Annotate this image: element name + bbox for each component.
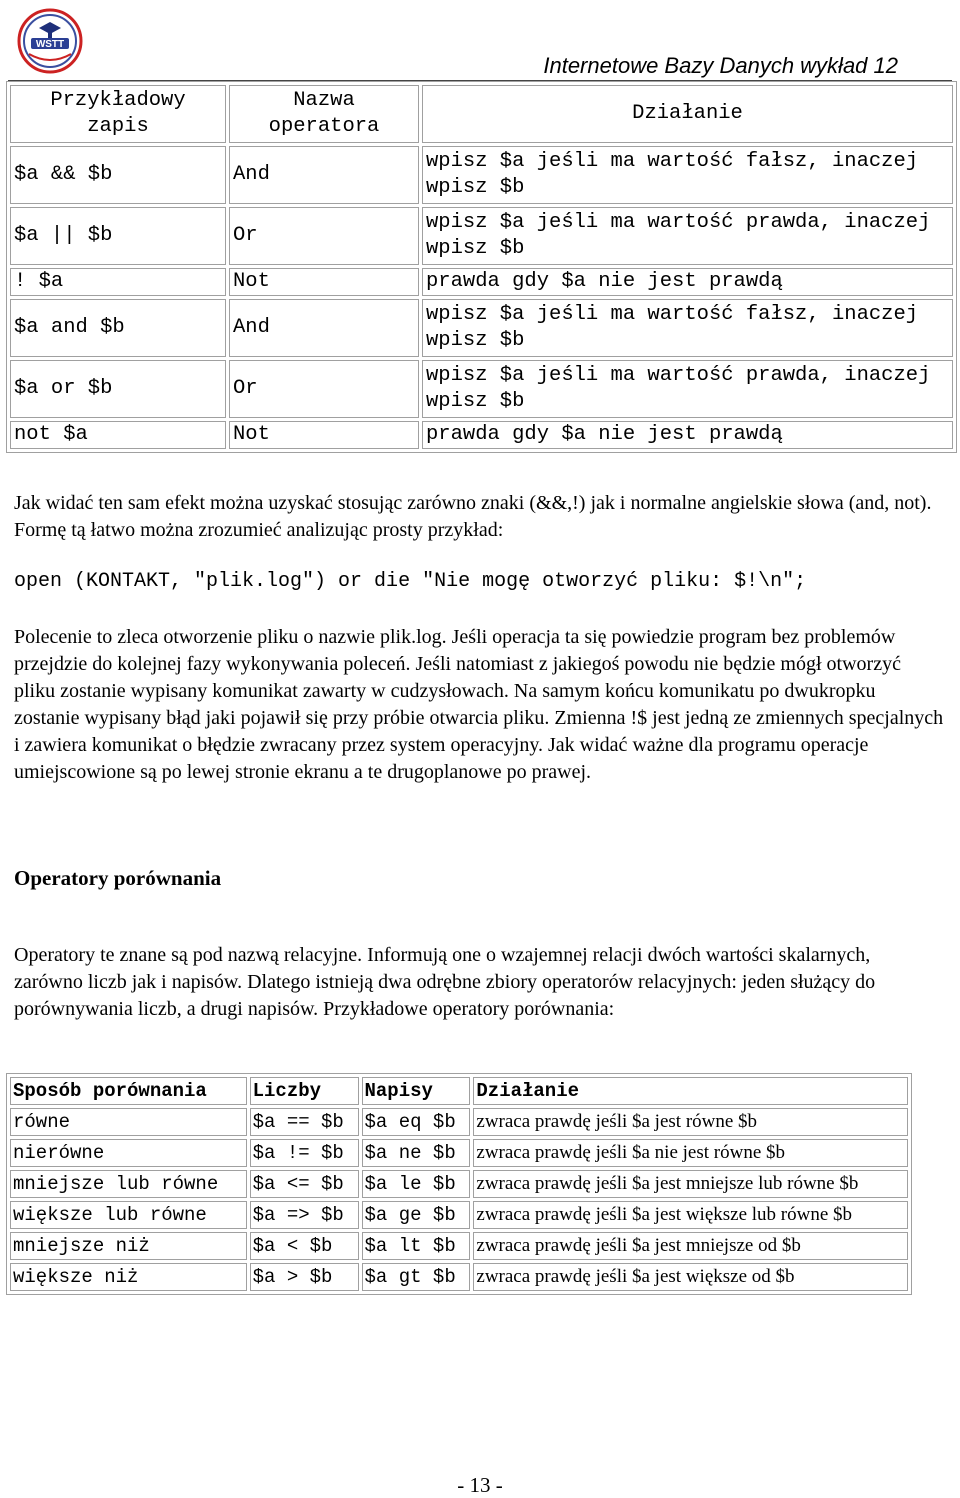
table-cell: mniejsze lub równe (10, 1170, 247, 1198)
table-cell: $a != $b (250, 1139, 359, 1167)
table-cell: $a ne $b (362, 1139, 471, 1167)
wstt-logo (17, 8, 83, 74)
table-row (10, 1201, 908, 1229)
table-cell: Not (229, 421, 419, 449)
table-cell: $a lt $b (362, 1232, 471, 1260)
table-cell: $a and $b (10, 299, 226, 357)
header-cell: Liczby (250, 1077, 359, 1105)
table-cell: mniejsze niż (10, 1232, 247, 1260)
table-cell: $a or $b (10, 360, 226, 418)
table-header-row (10, 1077, 908, 1105)
table-cell: równe (10, 1108, 247, 1136)
header-cell: Sposób porównania (10, 1077, 247, 1105)
table-cell: $a le $b (362, 1170, 471, 1198)
table-cell: zwraca prawdę jeśli $a nie jest równe $b (473, 1139, 908, 1167)
table-cell: $a eq $b (362, 1108, 471, 1136)
table-row (10, 1139, 908, 1167)
header-cell: Działanie (422, 85, 953, 143)
comparison-operators-table (6, 1073, 912, 1295)
paragraph-explanation: Polecenie to zleca otworzenie pliku o nazwie plik.log. Jeśli operacja ta się powiedzie program bez problemów przejdzie do kolejnej fazy wykonywania poleceń. Jeśli natomiast z jakiegoś powodu nie będzie mógł otworzyć pliku zostanie wypisany komunikat zawarty w cudzysłowach. Na samym końcu komunikatu po dwukropku zostanie wypisany błąd jaki pojawił się przy próbie otwarcia pliku. Zmienna !$ jest jedną ze zmiennych specjalnych i zawiera komunikat o błędzie zwracany przez system operacyjny. Jak widać ważne dla programu operacje umiejscowione są po lewej stronie ekranu a te drugoplanowe po prawej. (14, 626, 944, 783)
table-row (10, 1232, 908, 1260)
header-cell: Przykładowy zapis (10, 85, 226, 143)
table-cell: $a || $b (10, 207, 226, 265)
table-cell: $a > $b (250, 1263, 359, 1291)
header-cell: Nazwa operatora (229, 85, 419, 143)
table-cell: And (229, 299, 419, 357)
table-cell: $a <= $b (250, 1170, 359, 1198)
header-cell: Działanie (473, 1077, 908, 1105)
paragraph-comparison-intro: Operatory te znane są pod nazwą relacyjne. Informują one o wzajemnej relacji dwóch wartości skalarnych, zarówno liczb jak i napisów. Dlatego istnieją dwa odrębne zbiory operatorów relacyjnych: jeden służący do porównywania liczb, a drugi napisów. Przykładowe operatory porównania: (14, 944, 876, 1020)
table-cell: prawda gdy $a nie jest prawdą (422, 268, 953, 296)
table-row (10, 146, 953, 204)
table-cell: zwraca prawdę jeśli $a jest mniejsze od $b (473, 1232, 908, 1260)
table-row (10, 360, 953, 418)
table-row (10, 1263, 908, 1291)
table-cell: zwraca prawdę jeśli $a jest równe $b (473, 1108, 908, 1136)
table-header-row (10, 85, 953, 143)
table-row (10, 207, 953, 265)
table-cell: $a ge $b (362, 1201, 471, 1229)
table-cell: zwraca prawdę jeśli $a jest mniejsze lub równe $b (473, 1170, 908, 1198)
logo-text: WSTT (35, 39, 65, 50)
table-cell: wpisz $a jeśli ma wartość fałsz, inaczej wpisz $b (422, 299, 953, 357)
table-row (10, 1170, 908, 1198)
table-cell: not $a (10, 421, 226, 449)
header-title: Internetowe Bazy Danych wykład 12 (543, 53, 898, 78)
table-cell: Not (229, 268, 419, 296)
page-number: - 13 - (457, 1473, 503, 1497)
table-cell: zwraca prawdę jeśli $a jest większe lub równe $b (473, 1201, 908, 1229)
table-cell: wpisz $a jeśli ma wartość prawda, inaczej wpisz $b (422, 207, 953, 265)
table-cell: większe niż (10, 1263, 247, 1291)
table-row (10, 299, 953, 357)
table-cell: nierówne (10, 1139, 247, 1167)
table-row (10, 421, 953, 449)
table-cell: wpisz $a jeśli ma wartość fałsz, inaczej wpisz $b (422, 146, 953, 204)
table-cell: ! $a (10, 268, 226, 296)
table-cell: $a == $b (250, 1108, 359, 1136)
table-cell: Or (229, 360, 419, 418)
table-row (10, 1108, 908, 1136)
code-example: open (KONTAKT, "plik.log") or die "Nie mogę otworzyć pliku: $!\n"; (14, 570, 807, 593)
logical-operators-table (6, 81, 957, 453)
table-cell: prawda gdy $a nie jest prawdą (422, 421, 953, 449)
table-cell: Or (229, 207, 419, 265)
table-cell: $a && $b (10, 146, 226, 204)
table-cell: większe lub równe (10, 1201, 247, 1229)
header-cell: Napisy (362, 1077, 471, 1105)
table-cell: zwraca prawdę jeśli $a jest większe od $b (473, 1263, 908, 1291)
table-cell: wpisz $a jeśli ma wartość prawda, inaczej wpisz $b (422, 360, 953, 418)
table-cell: $a gt $b (362, 1263, 471, 1291)
table-row (10, 268, 953, 296)
section-heading: Operatory porównania (14, 866, 222, 890)
table-cell: $a < $b (250, 1232, 359, 1260)
paragraph-intro: Jak widać ten sam efekt można uzyskać stosując zarówno znaki (&&,!) jak i normalne angielskie słowa (and, not). Formę tą łatwo można zrozumieć analizując prosty przykład: (14, 492, 932, 541)
table-cell: And (229, 146, 419, 204)
table-cell: $a => $b (250, 1201, 359, 1229)
